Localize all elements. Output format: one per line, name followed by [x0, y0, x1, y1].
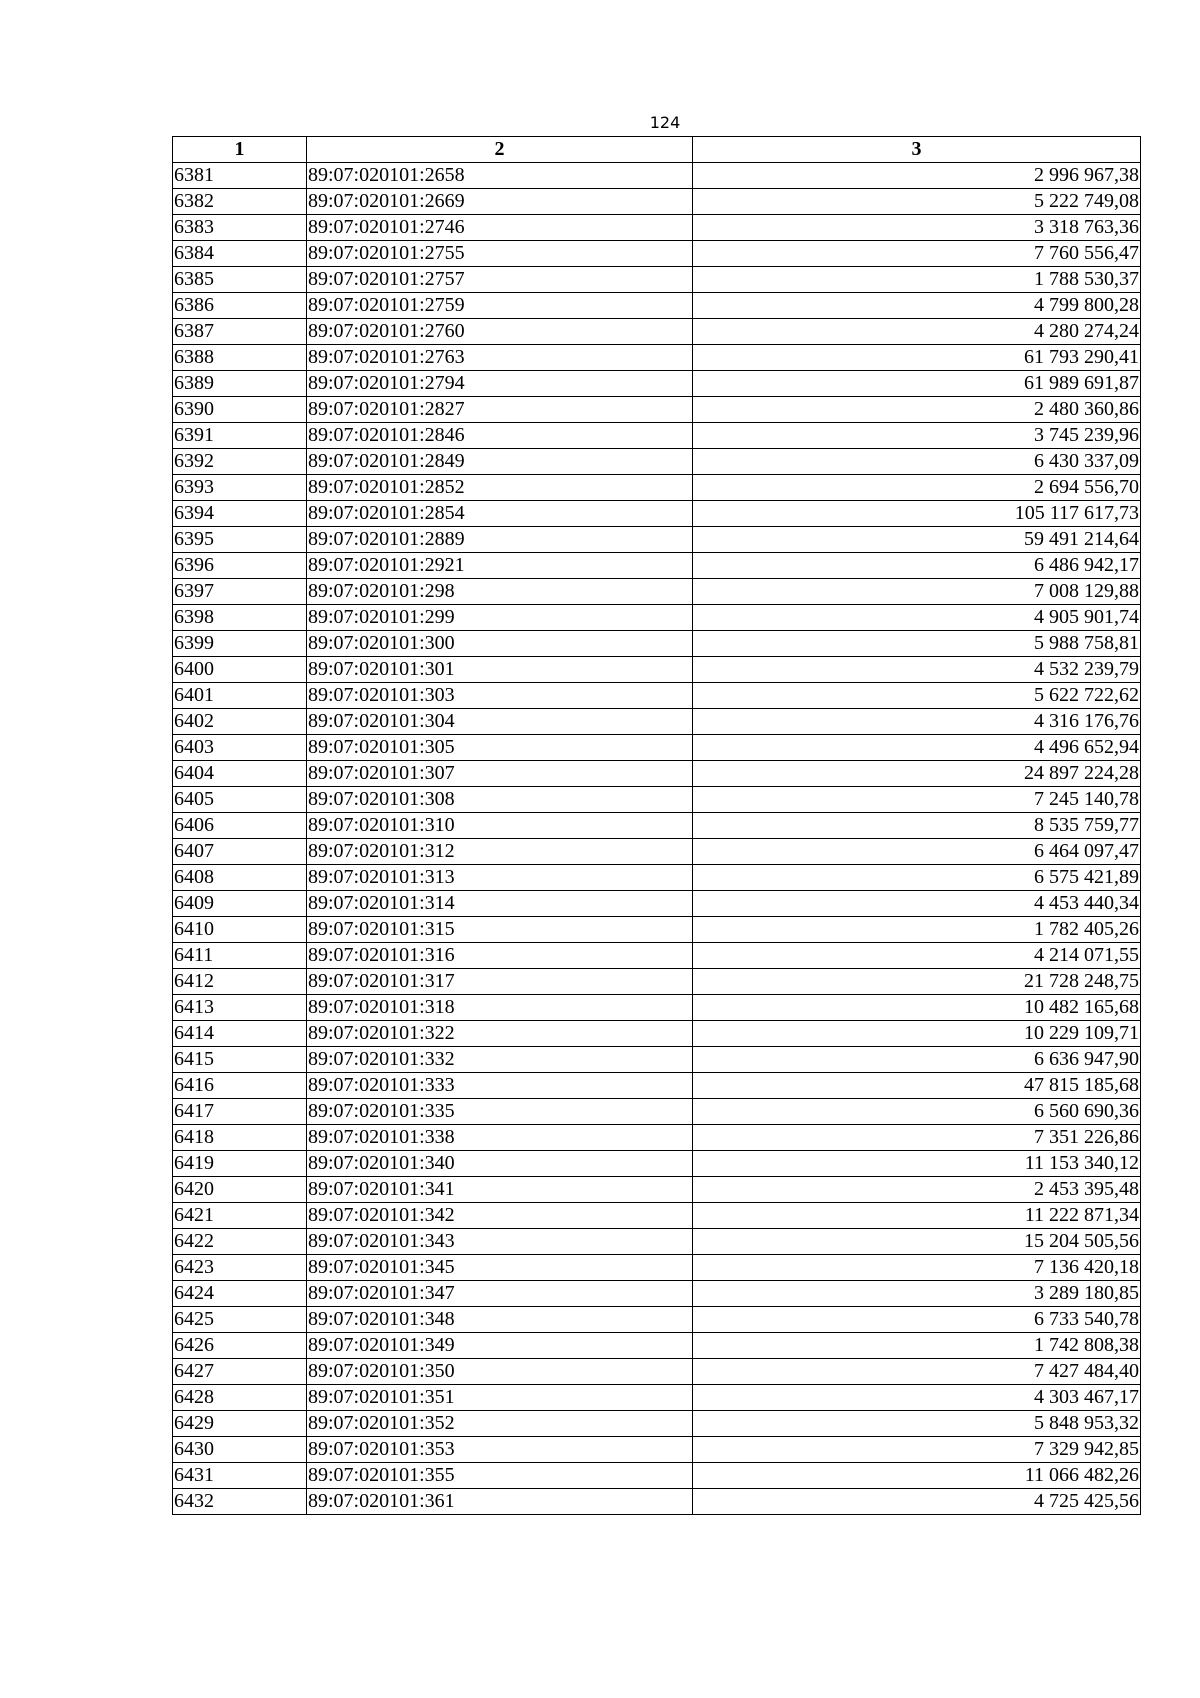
cadastral-number: 89:07:020101:2759 [307, 293, 693, 319]
row-number: 6397 [173, 579, 307, 605]
cadastral-value: 4 214 071,55 [693, 943, 1141, 969]
cadastral-value: 4 532 239,79 [693, 657, 1141, 683]
table-row [173, 475, 1141, 501]
cadastral-value: 3 745 239,96 [693, 423, 1141, 449]
table-row [173, 969, 1141, 995]
table-row [173, 865, 1141, 891]
cadastral-number: 89:07:020101:301 [307, 657, 693, 683]
row-number: 6387 [173, 319, 307, 345]
table-row [173, 267, 1141, 293]
cadastral-value: 10 482 165,68 [693, 995, 1141, 1021]
row-number: 6428 [173, 1385, 307, 1411]
cadastral-value: 7 351 226,86 [693, 1125, 1141, 1151]
row-number: 6427 [173, 1359, 307, 1385]
cadastral-number: 89:07:020101:2669 [307, 189, 693, 215]
cadastral-value: 5 988 758,81 [693, 631, 1141, 657]
cadastral-number: 89:07:020101:2755 [307, 241, 693, 267]
cadastral-number: 89:07:020101:2852 [307, 475, 693, 501]
table-row [173, 397, 1141, 423]
column-header-1: 1 [173, 137, 307, 163]
table-row [173, 683, 1141, 709]
table-row [173, 1411, 1141, 1437]
row-number: 6416 [173, 1073, 307, 1099]
table-row [173, 709, 1141, 735]
row-number: 6391 [173, 423, 307, 449]
cadastral-value: 6 733 540,78 [693, 1307, 1141, 1333]
table-row [173, 1047, 1141, 1073]
table-body [173, 163, 1141, 1515]
row-number: 6430 [173, 1437, 307, 1463]
table-row [173, 293, 1141, 319]
cadastral-value: 4 496 652,94 [693, 735, 1141, 761]
table-row [173, 1463, 1141, 1489]
row-number: 6420 [173, 1177, 307, 1203]
table-row [173, 943, 1141, 969]
table-row [173, 631, 1141, 657]
table-row [173, 1307, 1141, 1333]
table-row [173, 553, 1141, 579]
row-number: 6400 [173, 657, 307, 683]
row-number: 6413 [173, 995, 307, 1021]
cadastral-value: 5 848 953,32 [693, 1411, 1141, 1437]
table-row [173, 1489, 1141, 1515]
table-row [173, 423, 1141, 449]
row-number: 6403 [173, 735, 307, 761]
cadastral-value: 2 453 395,48 [693, 1177, 1141, 1203]
table-row [173, 319, 1141, 345]
cadastral-number: 89:07:020101:2846 [307, 423, 693, 449]
cadastral-value: 7 136 420,18 [693, 1255, 1141, 1281]
table-row [173, 657, 1141, 683]
cadastral-number: 89:07:020101:313 [307, 865, 693, 891]
column-header-3: 3 [693, 137, 1141, 163]
row-number: 6405 [173, 787, 307, 813]
table-row [173, 605, 1141, 631]
cadastral-value: 24 897 224,28 [693, 761, 1141, 787]
cadastral-value: 7 427 484,40 [693, 1359, 1141, 1385]
cadastral-number: 89:07:020101:2889 [307, 527, 693, 553]
cadastral-number: 89:07:020101:300 [307, 631, 693, 657]
row-number: 6417 [173, 1099, 307, 1125]
cadastral-number: 89:07:020101:351 [307, 1385, 693, 1411]
table-header-row [173, 137, 1141, 163]
cadastral-number: 89:07:020101:2849 [307, 449, 693, 475]
cadastral-number: 89:07:020101:355 [307, 1463, 693, 1489]
cadastral-number: 89:07:020101:341 [307, 1177, 693, 1203]
row-number: 6414 [173, 1021, 307, 1047]
cadastral-number: 89:07:020101:298 [307, 579, 693, 605]
cadastral-number: 89:07:020101:303 [307, 683, 693, 709]
cadastral-number: 89:07:020101:2763 [307, 345, 693, 371]
cadastral-number: 89:07:020101:2746 [307, 215, 693, 241]
row-number: 6393 [173, 475, 307, 501]
row-number: 6399 [173, 631, 307, 657]
cadastral-number: 89:07:020101:2760 [307, 319, 693, 345]
cadastral-number: 89:07:020101:315 [307, 917, 693, 943]
cadastral-value: 4 316 176,76 [693, 709, 1141, 735]
cadastral-number: 89:07:020101:335 [307, 1099, 693, 1125]
row-number: 6410 [173, 917, 307, 943]
cadastral-value: 2 694 556,70 [693, 475, 1141, 501]
cadastral-value: 4 280 274,24 [693, 319, 1141, 345]
cadastral-number: 89:07:020101:305 [307, 735, 693, 761]
table-row [173, 1021, 1141, 1047]
row-number: 6422 [173, 1229, 307, 1255]
table-row [173, 215, 1141, 241]
page-number: 124 [649, 113, 681, 132]
row-number: 6383 [173, 215, 307, 241]
table-row [173, 241, 1141, 267]
cadastral-value: 59 491 214,64 [693, 527, 1141, 553]
cadastral-number: 89:07:020101:2658 [307, 163, 693, 189]
cadastral-value: 6 430 337,09 [693, 449, 1141, 475]
cadastral-number: 89:07:020101:304 [307, 709, 693, 735]
cadastral-value: 105 117 617,73 [693, 501, 1141, 527]
table-row [173, 761, 1141, 787]
table-row [173, 995, 1141, 1021]
cadastral-number: 89:07:020101:361 [307, 1489, 693, 1515]
cadastral-number: 89:07:020101:333 [307, 1073, 693, 1099]
cadastral-value: 6 464 097,47 [693, 839, 1141, 865]
cadastral-value: 1 788 530,37 [693, 267, 1141, 293]
table-row [173, 1177, 1141, 1203]
cadastral-number: 89:07:020101:352 [307, 1411, 693, 1437]
cadastral-number: 89:07:020101:314 [307, 891, 693, 917]
cadastral-value: 1 782 405,26 [693, 917, 1141, 943]
cadastral-number: 89:07:020101:308 [307, 787, 693, 813]
table-row [173, 839, 1141, 865]
cadastral-value: 7 245 140,78 [693, 787, 1141, 813]
cadastral-number: 89:07:020101:353 [307, 1437, 693, 1463]
table-row [173, 1255, 1141, 1281]
row-number: 6388 [173, 345, 307, 371]
table-row [173, 1203, 1141, 1229]
cadastral-value: 6 486 942,17 [693, 553, 1141, 579]
cadastral-number: 89:07:020101:317 [307, 969, 693, 995]
cadastral-value: 61 989 691,87 [693, 371, 1141, 397]
cadastral-value: 2 996 967,38 [693, 163, 1141, 189]
table-row [173, 891, 1141, 917]
cadastral-value: 5 222 749,08 [693, 189, 1141, 215]
cadastral-number: 89:07:020101:299 [307, 605, 693, 631]
table-row [173, 1073, 1141, 1099]
table-row [173, 1281, 1141, 1307]
cadastral-value: 2 480 360,86 [693, 397, 1141, 423]
table-row [173, 1229, 1141, 1255]
cadastral-number: 89:07:020101:338 [307, 1125, 693, 1151]
table-row [173, 1359, 1141, 1385]
table-row [173, 1437, 1141, 1463]
table-row [173, 787, 1141, 813]
cadastral-value: 10 229 109,71 [693, 1021, 1141, 1047]
table-row [173, 1099, 1141, 1125]
row-number: 6412 [173, 969, 307, 995]
row-number: 6386 [173, 293, 307, 319]
table-row [173, 501, 1141, 527]
cadastral-value: 6 575 421,89 [693, 865, 1141, 891]
row-number: 6382 [173, 189, 307, 215]
cadastral-value: 6 636 947,90 [693, 1047, 1141, 1073]
cadastral-number: 89:07:020101:316 [307, 943, 693, 969]
row-number: 6392 [173, 449, 307, 475]
cadastral-value: 3 289 180,85 [693, 1281, 1141, 1307]
row-number: 6418 [173, 1125, 307, 1151]
row-number: 6395 [173, 527, 307, 553]
row-number: 6401 [173, 683, 307, 709]
table-row [173, 813, 1141, 839]
cadastral-value: 4 453 440,34 [693, 891, 1141, 917]
cadastral-table [172, 136, 1141, 1515]
row-number: 6394 [173, 501, 307, 527]
cadastral-value: 47 815 185,68 [693, 1073, 1141, 1099]
cadastral-value: 7 008 129,88 [693, 579, 1141, 605]
cadastral-number: 89:07:020101:312 [307, 839, 693, 865]
cadastral-value: 5 622 722,62 [693, 683, 1141, 709]
cadastral-number: 89:07:020101:342 [307, 1203, 693, 1229]
cadastral-number: 89:07:020101:318 [307, 995, 693, 1021]
table-row [173, 1125, 1141, 1151]
cadastral-number: 89:07:020101:307 [307, 761, 693, 787]
row-number: 6424 [173, 1281, 307, 1307]
row-number: 6421 [173, 1203, 307, 1229]
cadastral-value: 6 560 690,36 [693, 1099, 1141, 1125]
row-number: 6425 [173, 1307, 307, 1333]
row-number: 6429 [173, 1411, 307, 1437]
row-number: 6402 [173, 709, 307, 735]
row-number: 6385 [173, 267, 307, 293]
cadastral-number: 89:07:020101:345 [307, 1255, 693, 1281]
cadastral-number: 89:07:020101:2757 [307, 267, 693, 293]
row-number: 6396 [173, 553, 307, 579]
table-row [173, 189, 1141, 215]
cadastral-number: 89:07:020101:347 [307, 1281, 693, 1307]
row-number: 6411 [173, 943, 307, 969]
table-row [173, 371, 1141, 397]
cadastral-number: 89:07:020101:2921 [307, 553, 693, 579]
table-row [173, 1333, 1141, 1359]
cadastral-value: 61 793 290,41 [693, 345, 1141, 371]
table-row [173, 449, 1141, 475]
cadastral-value: 8 535 759,77 [693, 813, 1141, 839]
column-header-2: 2 [307, 137, 693, 163]
row-number: 6390 [173, 397, 307, 423]
table-row [173, 1385, 1141, 1411]
row-number: 6426 [173, 1333, 307, 1359]
cadastral-value: 4 905 901,74 [693, 605, 1141, 631]
cadastral-value: 15 204 505,56 [693, 1229, 1141, 1255]
cadastral-value: 21 728 248,75 [693, 969, 1141, 995]
cadastral-number: 89:07:020101:340 [307, 1151, 693, 1177]
cadastral-value: 7 329 942,85 [693, 1437, 1141, 1463]
row-number: 6398 [173, 605, 307, 631]
cadastral-number: 89:07:020101:310 [307, 813, 693, 839]
cadastral-value: 11 066 482,26 [693, 1463, 1141, 1489]
cadastral-number: 89:07:020101:350 [307, 1359, 693, 1385]
table-row [173, 527, 1141, 553]
cadastral-number: 89:07:020101:349 [307, 1333, 693, 1359]
row-number: 6384 [173, 241, 307, 267]
row-number: 6408 [173, 865, 307, 891]
table-row [173, 163, 1141, 189]
row-number: 6406 [173, 813, 307, 839]
row-number: 6431 [173, 1463, 307, 1489]
cadastral-number: 89:07:020101:332 [307, 1047, 693, 1073]
cadastral-number: 89:07:020101:348 [307, 1307, 693, 1333]
cadastral-value: 3 318 763,36 [693, 215, 1141, 241]
cadastral-number: 89:07:020101:343 [307, 1229, 693, 1255]
row-number: 6409 [173, 891, 307, 917]
cadastral-value: 11 153 340,12 [693, 1151, 1141, 1177]
cadastral-value: 4 303 467,17 [693, 1385, 1141, 1411]
table-row [173, 735, 1141, 761]
row-number: 6389 [173, 371, 307, 397]
cadastral-number: 89:07:020101:2827 [307, 397, 693, 423]
row-number: 6381 [173, 163, 307, 189]
cadastral-number: 89:07:020101:322 [307, 1021, 693, 1047]
table-row [173, 1151, 1141, 1177]
row-number: 6404 [173, 761, 307, 787]
row-number: 6432 [173, 1489, 307, 1515]
cadastral-value: 7 760 556,47 [693, 241, 1141, 267]
cadastral-number: 89:07:020101:2794 [307, 371, 693, 397]
row-number: 6407 [173, 839, 307, 865]
cadastral-value: 4 799 800,28 [693, 293, 1141, 319]
row-number: 6423 [173, 1255, 307, 1281]
row-number: 6415 [173, 1047, 307, 1073]
table-row [173, 579, 1141, 605]
table-row [173, 917, 1141, 943]
cadastral-number: 89:07:020101:2854 [307, 501, 693, 527]
cadastral-value: 4 725 425,56 [693, 1489, 1141, 1515]
row-number: 6419 [173, 1151, 307, 1177]
table-row [173, 345, 1141, 371]
cadastral-value: 11 222 871,34 [693, 1203, 1141, 1229]
cadastral-value: 1 742 808,38 [693, 1333, 1141, 1359]
